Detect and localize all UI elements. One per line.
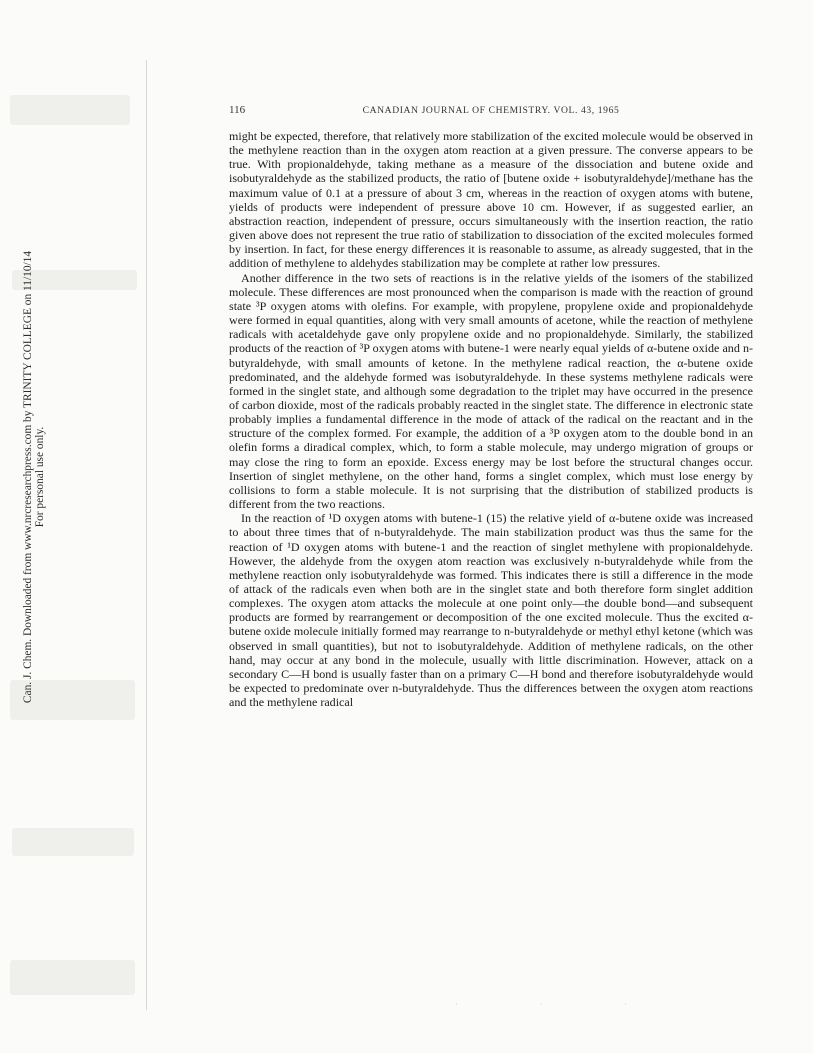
scan-specks: · · ·: [455, 1000, 667, 1009]
watermark-line-1: Can. J. Chem. Downloaded from www.nrcresearchpress.com by TRINITY COLLEGE on 11/10/14: [22, 250, 34, 704]
scan-smudge: [10, 960, 135, 995]
paragraph: Another difference in the two sets of reactions is in the relative yields of the isomers of the stabilized molecule. These differences are most pronounced when the comparison is made with the reaction of ground state ³P oxygen atoms with olefins. For example, with propylene, propylene oxide and propionaldehyde were formed in equal quantities, along with very small amounts of acetone, while the reaction of methylene radicals with acetaldehyde gave only propylene oxide and no propionaldehyde. Similarly, the stabilized products of the reaction of ³P oxygen atoms with butene-1 were nearly equal yields of α-butene oxide and n-butyraldehyde, with small amounts of ketone. In the methylene radical reaction, the α-butene oxide predominated, and the aldehyde formed was isobutyraldehyde. In these systems methylene radicals were formed in the singlet state, and although some degradation to the triplet may have occurred in the presence of carbon dioxide, most of the radicals probably reacted in the singlet state. The difference in electronic state probably implies a fundamental difference in the mode of attack of the radical on the reactant and in the structure of the complex formed. For example, the addition of a ³P oxygen atom to the double bond in an olefin forms a diradical complex, which, to form a stable molecule, may undergo migration of groups or may close the ring to form an epoxide. Excess energy may be lost before the structural changes occur. Insertion of singlet methylene, on the other hand, forms a singlet complex, which must lose energy by collisions to form a stable molecule. It is not surprising that the distribution of stabilized products is different from the two reactions.: [229, 270, 753, 512]
running-header: [229, 104, 753, 118]
watermark-line-2: For personal use only.: [34, 426, 47, 528]
scan-smudge: [10, 95, 130, 125]
journal-title: CANADIAN JOURNAL OF CHEMISTRY. VOL. 43, 1965: [362, 105, 620, 116]
paragraph: might be expected, therefore, that relatively more stabilization of the excited molecule would be observed in the methylene reaction than in the oxygen atom reaction at a given pressure. The converse appears to be true. With propionaldehyde, taking methane as a measure of the dissociation and butene oxide and isobutyraldehyde as the stabilized products, the ratio of [butene oxide + isobutyraldehyde]/methane has the maximum value of 0.1 at a pressure of about 3 cm, whereas in the reaction of oxygen atoms with butene, yields of products were independent of pressure above 10 cm. However, if as suggested earlier, an abstraction reaction, independent of pressure, occurs simultaneously with the insertion reaction, the ratio given above does not represent the true ratio of stabilization to dissociation of the excited molecules formed by insertion. In fact, for these energy differences it is reasonable to assume, as already suggested, that in the addition of methylene to aldehydes stabilization may be complete at rather low pressures.: [229, 129, 753, 271]
scan-edge-line: [146, 60, 147, 1010]
paragraph: In the reaction of ¹D oxygen atoms with butene-1 (15) the relative yield of α-butene oxide was increased to about three times that of n-butyraldehyde. The main stabilization product was thus the same for the reaction of ¹D oxygen atoms with butene-1 and the reaction of singlet methylene with propionaldehyde. However, the aldehyde from the oxygen atom reaction was exclusively n-butyraldehyde while from the methylene reaction only isobutyraldehyde was formed. This indicates there is still a difference in the mode of attack of the radicals even when both are in the singlet state and both therefore form singlet addition complexes. The oxygen atom attacks the molecule at one point only—the double bond—and subsequent products are formed by rearrangement or decomposition of the one excited molecule. Thus the excited α-butene oxide molecule initially formed may rearrange to n-butyraldehyde or methyl ethyl ketone (which was observed in small quantities), but not to isobutyraldehyde. Addition of methylene radicals, on the other hand, may occur at any bond in the molecule, usually with little discrimination. However, attack on a secondary C—H bond is usually faster than on a primary C—H bond and therefore isobutyraldehyde would be expected to predominate over n-butyraldehyde. Thus the differences between the oxygen atom reactions and the methylene radical: [229, 511, 753, 710]
scan-smudge: [12, 828, 134, 856]
page-number: 116: [229, 104, 246, 116]
article-body: [229, 129, 753, 709]
